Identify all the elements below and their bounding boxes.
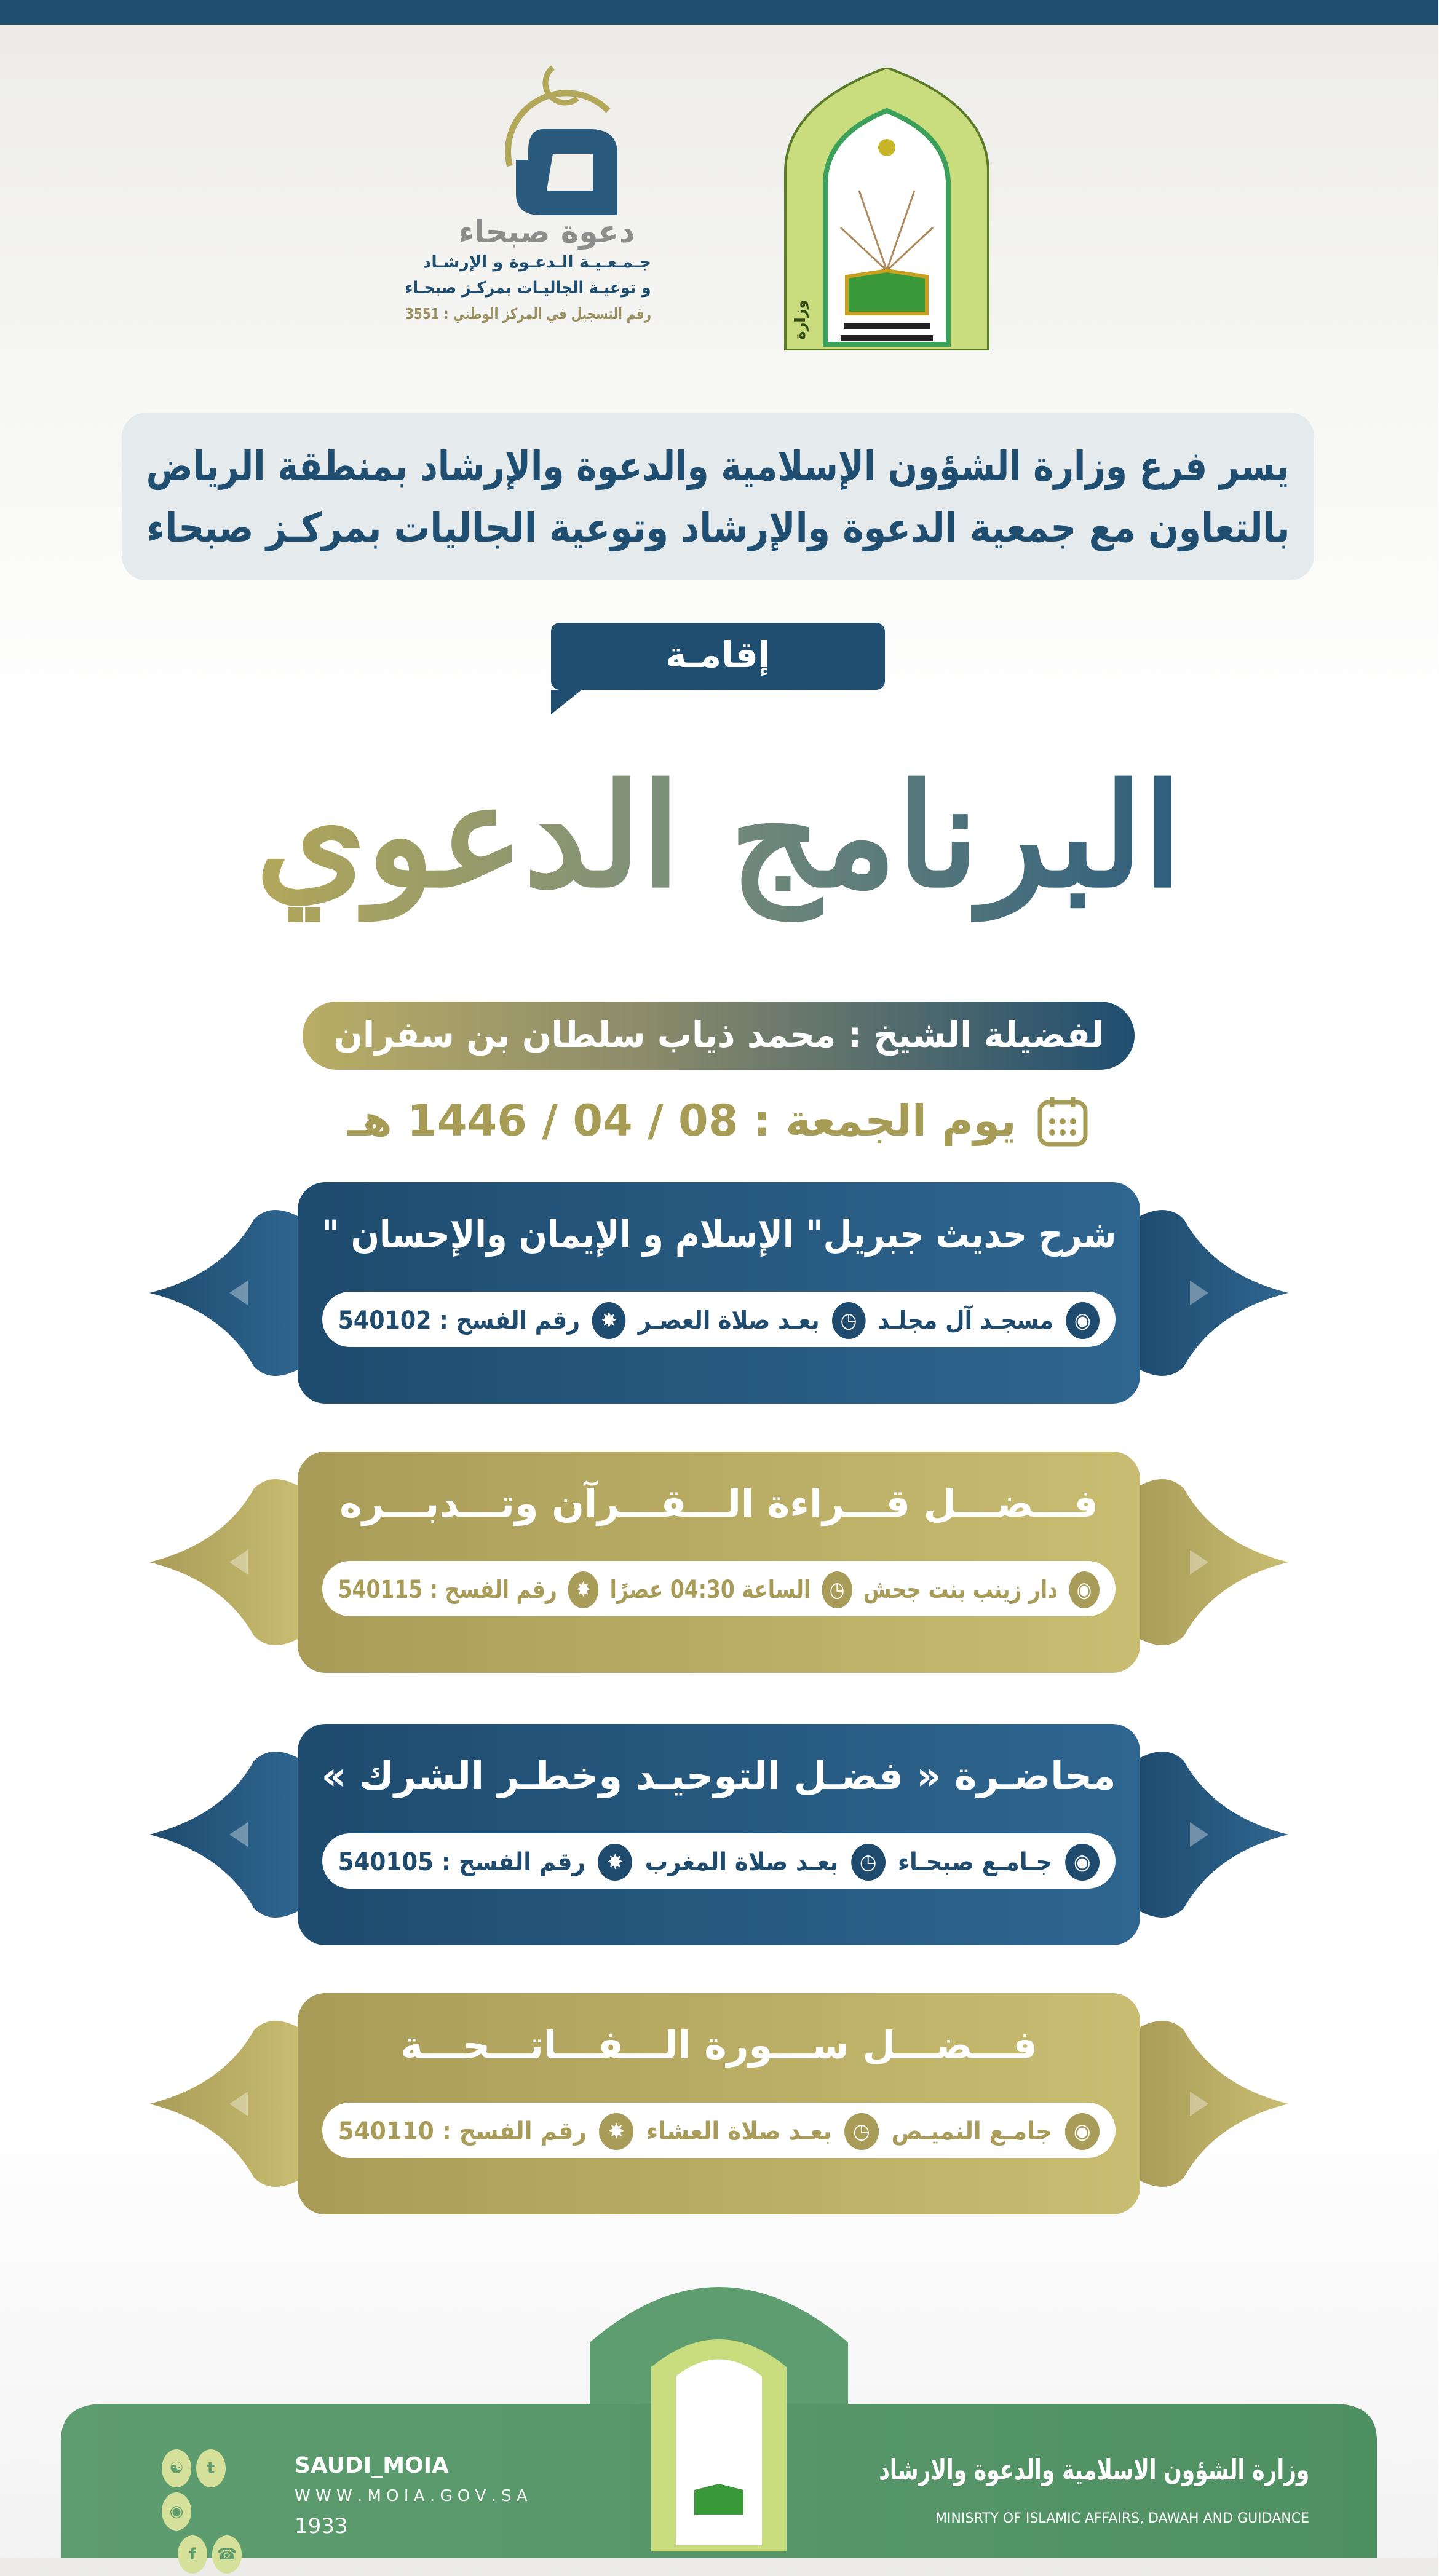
sobha-logo-mark <box>486 61 646 215</box>
date-text: يوم الجمعة : 08 / 04 / 1446 هـ <box>348 1096 1017 1146</box>
clock-icon: ◷ <box>833 1302 866 1339</box>
event-permit-code: رقم الفسح : 540105 <box>339 1848 587 1876</box>
badge-star-icon: ✸ <box>569 1571 599 1608</box>
event-card <box>150 1182 1289 1404</box>
event-card <box>150 1452 1289 1673</box>
phone-number: 1933 <box>295 2514 349 2538</box>
event-title: فـــضـــل قـــراءة الـــقـــرآن وتـــدبـــره <box>340 1481 1099 1526</box>
sobha-logo-text: دعوة صبحاء <box>459 214 636 250</box>
snapchat-icon[interactable]: ☯ <box>162 2449 192 2487</box>
event-tag: إقامـة <box>552 623 886 690</box>
instagram-icon[interactable]: ◉ <box>162 2492 192 2531</box>
event-place: مسجـد آل مجلـد <box>878 1306 1055 1335</box>
intro-line-2: بالتعاون مع جمعية الدعوة والإرشاد وتوعية الجاليات بمركـز صبحاء <box>147 504 1290 551</box>
event-details <box>323 1833 1116 1889</box>
ministry-name-en: MINISRTY OF ISLAMIC AFFAIRS, DAWAH AND GUIDANCE <box>935 2511 1310 2526</box>
program-title: البرنامج الدعوي <box>256 707 1183 965</box>
calendar-icon <box>1036 1094 1091 1149</box>
location-pin-icon: ◉ <box>1066 1844 1100 1881</box>
event-card <box>150 1724 1289 1945</box>
event-permit-code: رقم الفسح : 540110 <box>339 2117 588 2146</box>
moia-logo-text: وزارة <box>792 299 809 340</box>
event-title: فـــضـــل ســـورة الـــفـــاتـــحـــة <box>401 2023 1038 2068</box>
event-details <box>323 2103 1116 2158</box>
event-date <box>184 1085 1255 1158</box>
location-pin-icon: ◉ <box>1070 1571 1100 1608</box>
registration-number: رقم التسجيل في المركز الوطني : 3551 <box>406 305 652 323</box>
event-card <box>150 1993 1289 2214</box>
event-place: دار زينب بنت جحش <box>864 1576 1059 1604</box>
event-title: محاضـرة « فضـل التوحيـد وخطـر الشرك » <box>322 1753 1117 1798</box>
association-name-1: جـمـعـيـة الـدعـوة و الإرشـاد <box>423 253 652 272</box>
twitter-icon[interactable]: t <box>197 2449 226 2487</box>
intro-line-1: يسر فرع وزارة الشؤون الإسلامية والدعوة والإرشاد بمنطقة الرياض <box>147 443 1290 490</box>
event-permit-code: رقم الفسح : 540102 <box>339 1306 581 1335</box>
facebook-icon[interactable]: f <box>178 2535 208 2574</box>
event-place: جامـع النميـص <box>892 2117 1053 2146</box>
event-permit-code: رقم الفسح : 540115 <box>339 1576 558 1604</box>
event-title: شرح حديث جبريل" الإسلام و الإيمان والإحسان " <box>322 1212 1117 1257</box>
social-handle[interactable]: SAUDI_MOIA <box>295 2453 450 2478</box>
website-link[interactable]: W W W . M O I A . G O V . S A <box>295 2487 528 2505</box>
location-pin-icon: ◉ <box>1066 1302 1100 1339</box>
event-details <box>323 1561 1116 1616</box>
location-pin-icon: ◉ <box>1066 2113 1100 2150</box>
ministry-name-ar: وزارة الشؤون الاسلامية والدعوة والارشاد <box>879 2453 1310 2486</box>
clock-icon: ◷ <box>845 2113 879 2150</box>
event-time: بعـد صلاة العشاء <box>647 2117 833 2146</box>
footer-ministry <box>879 2453 1310 2526</box>
event-time: بعـد صلاة المغرب <box>646 1848 839 1876</box>
event-time: الساعة 04:30 عصرًا <box>610 1576 812 1604</box>
event-time: بعـد صلاة العصـر <box>639 1306 821 1335</box>
badge-star-icon: ✸ <box>593 1302 627 1339</box>
association-name-2: و توعيـة الجاليـات بمركـز صبحـاء <box>406 279 652 298</box>
clock-icon: ◷ <box>852 1844 886 1881</box>
phone-icon[interactable]: ☎ <box>213 2535 242 2574</box>
sheikh-name-pill: لفضيلة الشيخ : محمد ذياب سلطان بن سفران <box>334 1014 1104 1056</box>
badge-star-icon: ✸ <box>600 2113 635 2150</box>
event-place: جـامـع صبحـاء <box>898 1848 1053 1876</box>
badge-star-icon: ✸ <box>599 1844 633 1881</box>
top-bar <box>0 0 1439 25</box>
clock-icon: ◷ <box>823 1571 853 1608</box>
intro-banner <box>122 413 1315 580</box>
moia-logo <box>780 68 995 350</box>
sobha-dawah-logo <box>406 61 689 350</box>
event-details <box>323 1292 1116 1347</box>
